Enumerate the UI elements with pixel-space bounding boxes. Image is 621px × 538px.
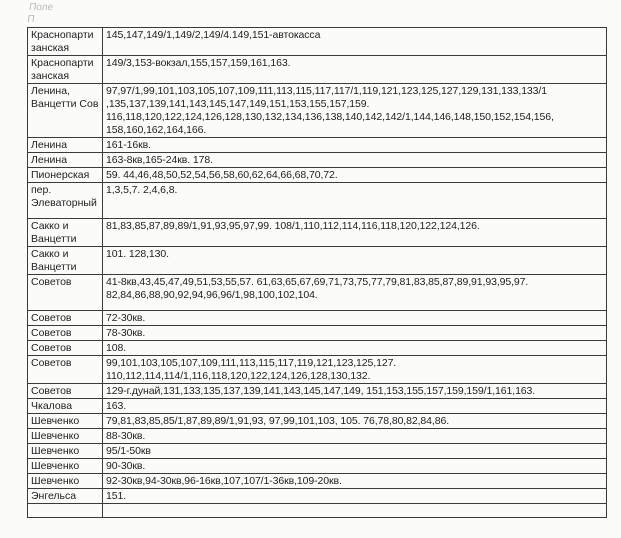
table-row [28,429,607,444]
house-numbers-cell: 129-г.дунай,131,133,135,137,139,141,143,145,147,149, 151,153,155,157,159,159/1,161,163. [103,384,607,399]
table-row [28,183,607,219]
house-numbers-cell: 101. 128,130. [103,247,607,275]
table-row [28,489,607,504]
street-cell: Советов [28,384,103,399]
house-numbers-cell: 41-8кв,43,45,47,49,51,53,55,57. 61,63,65,67,69,71,73,75,77,79,81,83,85,87,89,91,93,95,97. 82,84,86,88,90,92,94,96,96/1,98,100,102,104. [103,275,607,311]
street-cell: Шевченко [28,444,103,459]
address-table [27,27,607,518]
street-cell: Чкалова [28,399,103,414]
header-scribble [26,2,90,28]
table-row [28,84,607,138]
street-cell [28,504,103,518]
street-cell: Шевченко [28,459,103,474]
table-row [28,399,607,414]
street-cell: Сакко и Ванцетти [28,247,103,275]
house-numbers-cell: 163. [103,399,607,414]
street-cell: Советов [28,341,103,356]
table-row [28,459,607,474]
house-numbers-cell: 78-30кв. [103,326,607,341]
house-numbers-cell: 1,3,5,7. 2,4,6,8. [103,183,607,219]
street-cell: пер. Элеваторный [28,183,103,219]
house-numbers-cell: 163-8кв,165-24кв. 178. [103,153,607,168]
street-cell: Пионерская [28,168,103,183]
house-numbers-cell: 90-30кв. [103,459,607,474]
street-cell: Ленина [28,153,103,168]
table-row [28,444,607,459]
house-numbers-cell: 88-30кв. [103,429,607,444]
house-numbers-cell: 149/3,153-вокзал,155,157,159,161,163. [103,56,607,84]
street-cell: Советов [28,311,103,326]
house-numbers-cell: 108. [103,341,607,356]
table-row [28,341,607,356]
house-numbers-cell: 161-16кв. [103,138,607,153]
house-numbers-cell: 95/1-50кв [103,444,607,459]
address-table-body [28,28,607,518]
table-row [28,356,607,384]
house-numbers-cell: 92-30кв,94-30кв,96-16кв,107,107/1-36кв,109-20кв. [103,474,607,489]
street-cell: Ленина, Ванцетти Сов [28,84,103,138]
table-row [28,474,607,489]
street-cell: Сакко и Ванцетти [28,219,103,247]
table-row [28,326,607,341]
house-numbers-cell: 145,147,149/1,149/2,149/4.149,151-автокасса [103,28,607,56]
house-numbers-cell: 81,83,85,87,89,89/1,91,93,95,97,99. 108/1,110,112,114,116,118,120,122,124,126. [103,219,607,247]
street-cell: Краснопарти занская [28,56,103,84]
house-numbers-cell: 72-30кв. [103,311,607,326]
house-numbers-cell [103,504,607,518]
table-row [28,384,607,399]
street-cell: Шевченко [28,429,103,444]
street-cell: Советов [28,326,103,341]
house-numbers-cell: 99,101,103,105,107,109,111,113,115,117,119,121,123,125,127. 110,112,114,114/1,116,118,120,122,124,126,128,130,132. [103,356,607,384]
table-row [28,138,607,153]
street-cell: Советов [28,356,103,384]
street-cell: Советов [28,275,103,311]
street-cell: Краснопарти занская [28,28,103,56]
street-cell: Шевченко [28,474,103,489]
table-row [28,219,607,247]
house-numbers-cell: 151. [103,489,607,504]
table-row [28,28,607,56]
house-numbers-cell: 59. 44,46,48,50,52,54,56,58,60,62,64,66,68,70,72. [103,168,607,183]
table-row [28,247,607,275]
house-numbers-cell: 79,81,83,85,85/1,87,89,89/1,91,93, 97,99,101,103, 105. 76,78,80,82,84,86. [103,414,607,429]
table-row [28,275,607,311]
street-cell: Энгельса [28,489,103,504]
table-row [28,504,607,518]
table-row [28,153,607,168]
table-row [28,168,607,183]
header-scribble-line: Поле [28,2,54,13]
street-cell: Ленина [28,138,103,153]
table-row [28,56,607,84]
street-cell: Шевченко [28,414,103,429]
table-row [28,311,607,326]
house-numbers-cell: 97,97/1,99,101,103,105,107,109,111,113,115,117,117/1,119,121,123,125,127,129,131,133,133/1 ,135,137,139,141,143,145,147,149,151,153,155,157,159. 116,118,120,122,124,126,128,130,132,134,136,138,140,142,142/1,144,146,148,150,152,154,156, 158,160,162,164,166. [103,84,607,138]
header-scribble-line: П [26,14,36,25]
table-row [28,414,607,429]
